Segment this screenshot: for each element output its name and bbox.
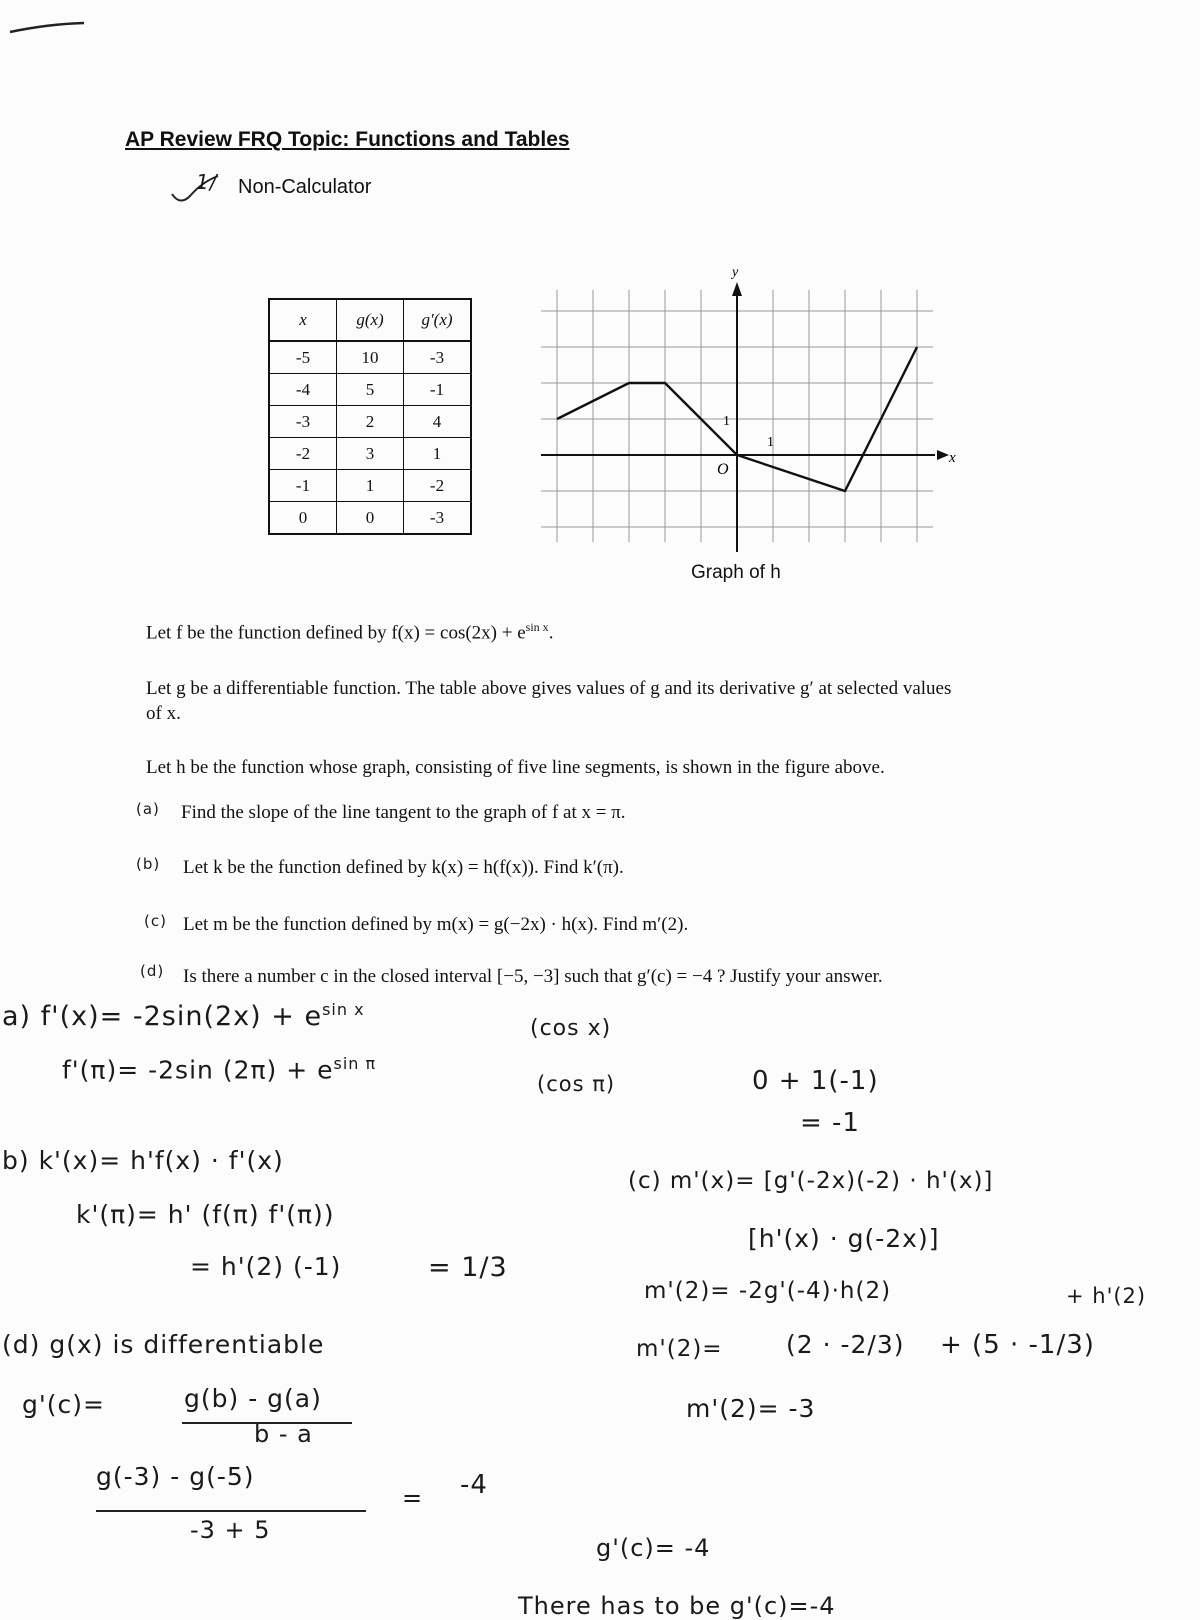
table-row	[269, 438, 471, 470]
table-cell: 2	[337, 406, 404, 438]
answer-a-result: = -1	[800, 1108, 860, 1138]
answer-d-equals: =	[402, 1484, 424, 1512]
table-cell: -5	[269, 341, 337, 374]
x-tick-label: 1	[767, 435, 774, 450]
part-c-question: Let m be the function defined by m(x) = g(−2x) · h(x). Find m′(2).	[183, 914, 689, 935]
answer-b-line2: k'(π)= h' (f(π) f'(π))	[76, 1200, 335, 1229]
answer-c-line4-tail: + (5 · -1/3)	[940, 1330, 1095, 1360]
table-cell: -3	[404, 502, 472, 535]
table-cell: 1	[337, 470, 404, 502]
table-row	[269, 406, 471, 438]
answer-c-line1: (c) m'(x)= [g'(-2x)(-2) · h'(x)]	[628, 1168, 994, 1194]
answer-a-line2-text: f'(π)= -2sin (2π) + e	[62, 1055, 334, 1085]
answer-a-line1-exp: sin x	[322, 1000, 365, 1019]
table-cell: 0	[337, 502, 404, 535]
table-row	[269, 341, 471, 374]
part-a-question: Find the slope of the line tangent to the graph of f at x = π.	[181, 802, 626, 823]
answer-a-line1-tail: (cos x)	[530, 1016, 612, 1041]
answer-a-line2-exp: sin π	[333, 1054, 377, 1073]
answer-b-result: = 1/3	[428, 1252, 508, 1283]
calculator-mode-label: Non-Calculator	[238, 176, 372, 198]
answer-c-result: m'(2)= -3	[686, 1394, 816, 1423]
table-row	[269, 470, 471, 502]
answer-c-line3: m'(2)= -2g'(-4)·h(2)	[644, 1278, 892, 1304]
definition-f-text: Let f be the function defined by f(x) = cos(2x) + e	[146, 622, 526, 644]
y-axis-label: y	[732, 265, 739, 280]
table-cell: -2	[404, 470, 472, 502]
answer-a-line2	[62, 1054, 376, 1084]
answer-d-mvt-denominator: b - a	[254, 1420, 313, 1448]
table-cell: 1	[404, 438, 472, 470]
graph-of-h	[535, 262, 965, 562]
part-d-mark: (d)	[140, 962, 165, 980]
values-table	[268, 298, 472, 535]
definition-f	[146, 620, 553, 644]
part-c-mark: (c)	[144, 912, 167, 930]
table-header-cell: x	[269, 299, 337, 341]
table-cell: 3	[337, 438, 404, 470]
table-cell: -4	[269, 374, 337, 406]
table-cell: -3	[404, 341, 472, 374]
part-d-question: Is there a number c in the closed interval [−5, −3] such that g′(c) = −4 ? Justify your answer.	[183, 966, 883, 987]
answer-d-conclusion-text: There has to be g'(c)=-4	[518, 1592, 836, 1620]
answer-d-line1: (d) g(x) is differentiable	[2, 1330, 325, 1359]
table-cell: 10	[337, 341, 404, 374]
question-number-mark: 1/	[196, 170, 218, 194]
answer-a-eval: 0 + 1(-1)	[752, 1066, 879, 1096]
answer-b-line3: = h'(2) (-1)	[190, 1252, 342, 1281]
table-header-cell: g(x)	[337, 299, 404, 341]
origin-label: O	[717, 461, 729, 478]
graph-caption: Graph of h	[691, 562, 781, 583]
answer-a-line2-tail: (cos π)	[537, 1072, 616, 1096]
definition-f-end: .	[548, 622, 554, 644]
table-header-row	[269, 299, 471, 341]
table-row	[269, 502, 471, 535]
answer-b-line1: b) k'(x)= h'f(x) · f'(x)	[2, 1146, 284, 1175]
table-header-cell: g′(x)	[404, 299, 472, 341]
x-axis-label: x	[949, 450, 956, 466]
page-title: AP Review FRQ Topic: Functions and Tables	[125, 128, 570, 151]
answer-d-calc-denominator: -3 + 5	[190, 1516, 271, 1544]
answer-c-line2: [h'(x) · g(-2x)]	[748, 1224, 940, 1253]
y-tick-label: 1	[723, 414, 730, 429]
table-cell: -2	[269, 438, 337, 470]
y-axis-arrow-icon	[732, 282, 742, 296]
table-row	[269, 374, 471, 406]
table-cell: -1	[269, 470, 337, 502]
table-cell: -1	[404, 374, 472, 406]
definition-g-line1: Let g be a differentiable function. The table above gives values of g and its derivative g′ at selected values	[146, 678, 952, 699]
answer-a-line1-text: a) f'(x)= -2sin(2x) + e	[2, 1001, 323, 1032]
answer-d-value: -4	[460, 1470, 488, 1500]
answer-d-calc-numerator: g(-3) - g(-5)	[96, 1462, 255, 1491]
table-cell: 4	[404, 406, 472, 438]
fraction-bar	[96, 1510, 366, 1512]
table-cell: 0	[269, 502, 337, 535]
table-cell: -3	[269, 406, 337, 438]
answer-c-line4-paren: (2 · -2/3)	[786, 1330, 905, 1359]
answer-a-line1	[2, 1000, 365, 1032]
answer-c-line4-pre: m'(2)=	[636, 1336, 723, 1362]
table-cell: 5	[337, 374, 404, 406]
part-b-question: Let k be the function defined by k(x) = h(f(x)). Find k′(π).	[183, 857, 624, 878]
pen-stroke	[8, 20, 88, 36]
answer-d-mvt-numerator: g(b) - g(a)	[184, 1384, 322, 1413]
answer-d-conclusion-eq: g'(c)= -4	[596, 1534, 711, 1562]
definition-g-line2: of x.	[146, 703, 181, 724]
x-axis-arrow-icon	[937, 450, 949, 460]
part-a-mark: (a)	[136, 800, 160, 818]
definition-h: Let h be the function whose graph, consisting of five line segments, is shown in the figure above.	[146, 757, 885, 778]
definition-f-exponent: sin x	[525, 620, 549, 634]
answer-d-mvt-label: g'(c)=	[22, 1390, 105, 1419]
part-b-mark: (b)	[136, 855, 161, 873]
answer-c-line3-tail: + h'(2)	[1066, 1284, 1147, 1308]
